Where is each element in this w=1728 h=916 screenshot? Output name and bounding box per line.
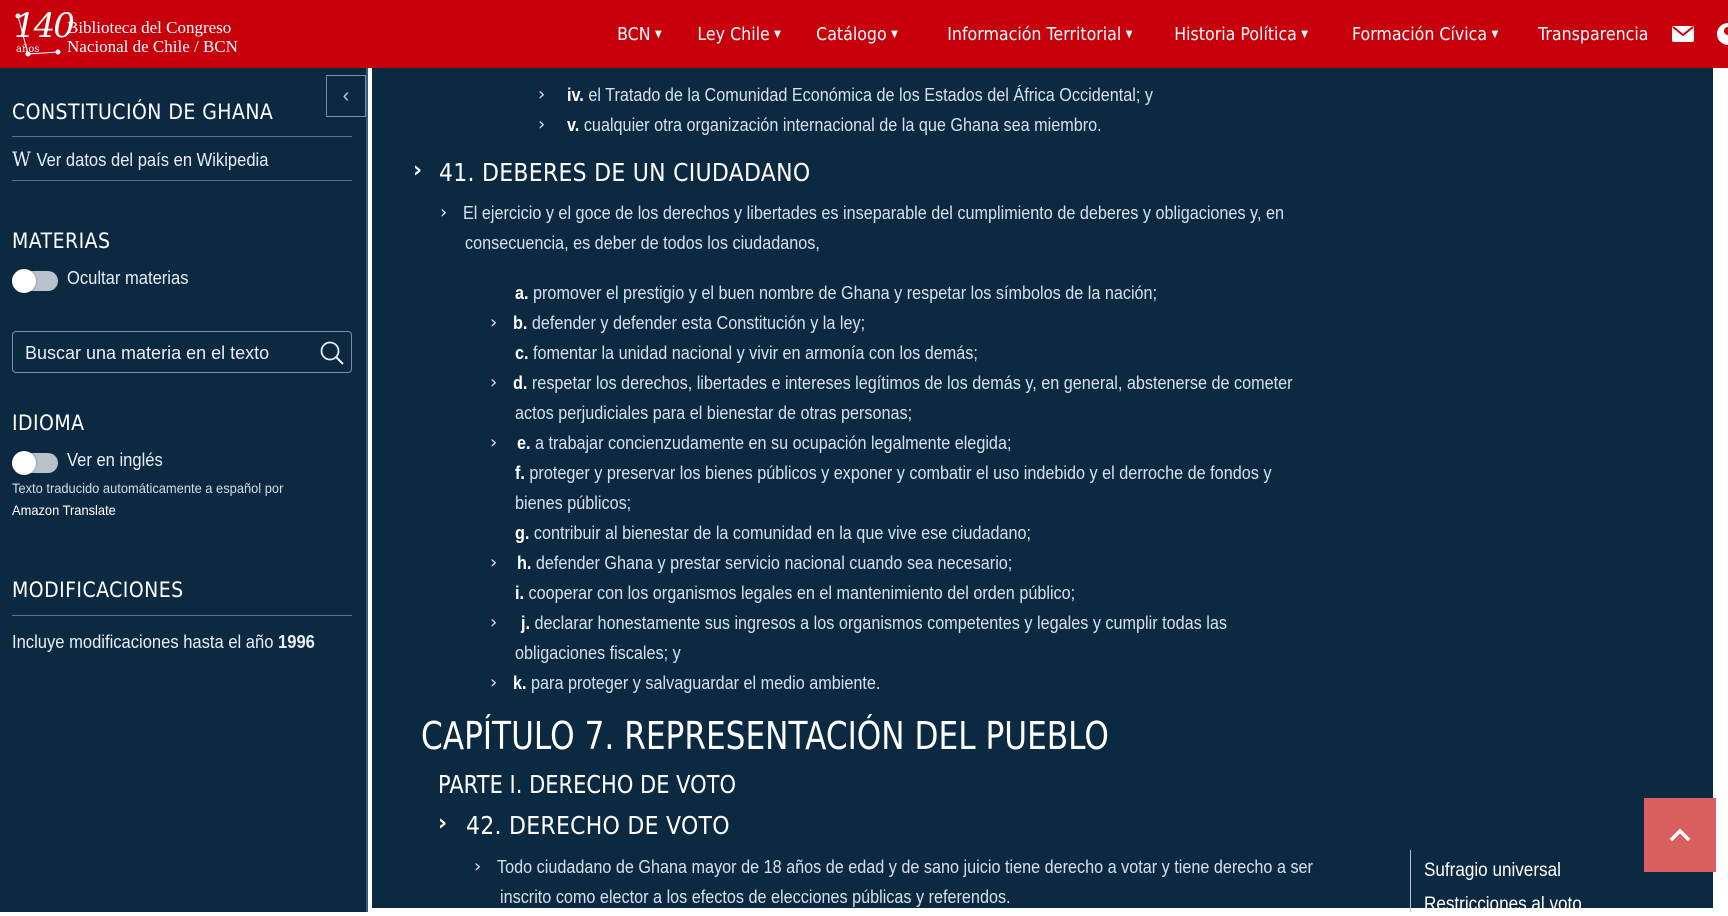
sidebar-title: CONSTITUCIÓN DE GHANA: [12, 100, 274, 124]
toggle-knob: [12, 269, 36, 293]
chevron-left-icon: ‹: [342, 84, 350, 107]
chevron-up-icon: [1668, 827, 1692, 843]
collapse-sidebar-button[interactable]: [326, 75, 366, 117]
duty-item-j-cont: obligaciones fiscales; y: [515, 643, 681, 663]
wikipedia-link-label: Ver datos del país en Wikipedia: [36, 150, 269, 170]
duty-item-h: h. defender Ghana y prestar servicio nacional cuando sea necesario;: [517, 553, 1013, 573]
list-item: iv. el Tratado de la Comunidad Económica de los Estados del África Occidental; y: [567, 85, 1153, 105]
translation-note: Texto traducido automáticamente a español por: [12, 480, 284, 496]
chevron-right-icon[interactable]: ›: [438, 811, 448, 836]
article-41-intro-cont: consecuencia, es deber de todos los ciudadanos,: [465, 233, 820, 253]
duty-item-e: e. a trabajar concienzudamente en su ocupación legalmente elegida;: [517, 433, 1012, 453]
subject-tags: [1410, 850, 1611, 915]
scrollbar[interactable]: [1713, 68, 1728, 912]
article-41-intro: El ejercicio y el goce de los derechos y libertades es inseparable del cumplimiento de deberes y obligaciones y, en: [463, 203, 1284, 223]
modificaciones-text: [12, 632, 315, 653]
modificaciones-label: Incluye modificaciones hasta el año: [12, 632, 274, 652]
top-navbar: [0, 0, 1728, 68]
chapter-title: CAPÍTULO 7. REPRESENTACIÓN DEL PUEBLO: [421, 714, 1109, 758]
idioma-heading: IDIOMA: [12, 411, 85, 435]
duty-item-g: g. contribuir al bienestar de la comunidad en la que vive ese ciudadano;: [515, 523, 1032, 543]
logo-years: años: [16, 44, 40, 55]
duty-item-d-cont: actos perjudiciales para el bienestar de otras personas;: [515, 403, 913, 423]
nav-item-transparencia[interactable]: [1538, 24, 1648, 45]
duty-item-c: c. fomentar la unidad nacional y vivir en armonía con los demás;: [515, 343, 978, 363]
divider: [12, 615, 352, 616]
logo-line-2: Nacional de Chile / BCN: [67, 37, 238, 56]
chevron-right-icon[interactable]: ›: [440, 202, 448, 223]
logo-line-1: Biblioteca del Congreso: [67, 18, 232, 37]
part-title: PARTE I. DERECHO DE VOTO: [438, 770, 737, 799]
chevron-right-icon[interactable]: ›: [490, 372, 498, 393]
wikipedia-link[interactable]: [12, 147, 268, 171]
article-42-title: 42. DERECHO DE VOTO: [466, 811, 730, 840]
list-item: v. cualquier otra organización internacional de la que Ghana sea miembro.: [567, 115, 1102, 135]
duty-item-a: a. promover el prestigio y el buen nombre de Ghana y respetar los símbolos de la nación;: [515, 283, 1158, 303]
chevron-right-icon[interactable]: ›: [490, 552, 498, 573]
back-to-top-button[interactable]: [1644, 798, 1716, 872]
caret-down-icon: ▼: [655, 28, 662, 40]
nav-label: Catálogo: [816, 23, 887, 45]
caret-down-icon: ▼: [774, 28, 781, 40]
article-42-text: Todo ciudadano de Ghana mayor de 18 años de edad y de sano juicio tiene derecho a votar y tiene derecho a ser: [497, 857, 1313, 877]
chevron-right-icon[interactable]: ›: [538, 84, 546, 105]
duty-item-b: b. defender y defender esta Constitución y la ley;: [513, 313, 866, 333]
chevron-right-icon[interactable]: ›: [538, 114, 546, 135]
nav-item-historia-politica[interactable]: [1174, 24, 1308, 45]
bcn-logo[interactable]: [8, 4, 258, 62]
nav-item-bcn[interactable]: [617, 24, 662, 45]
materia-search: [12, 331, 352, 373]
envelope-icon[interactable]: [1672, 26, 1694, 42]
translator-name: Amazon Translate: [12, 502, 116, 518]
duty-item-j: j. declarar honestamente sus ingresos a los organismos competentes y legales y cumplir todas las: [521, 613, 1227, 633]
sidebar: [0, 68, 368, 912]
chevron-right-icon[interactable]: ›: [490, 612, 498, 633]
caret-down-icon: ▼: [1301, 28, 1309, 40]
duty-item-f-cont: bienes públicos;: [515, 493, 632, 513]
english-label: Ver en inglés: [67, 450, 163, 470]
hide-materias-label: Ocultar materias: [67, 268, 189, 288]
nav-item-catalogo[interactable]: [816, 24, 898, 45]
divider: [12, 180, 352, 181]
wikipedia-icon: W: [12, 147, 31, 171]
duty-item-k: k. para proteger y salvaguardar el medio ambiente.: [513, 673, 881, 693]
nav-label: Historia Política: [1174, 23, 1298, 45]
duty-item-i: i. cooperar con los organismos legales en el mantenimiento del orden público;: [515, 583, 1076, 603]
main-nav: [611, 0, 1728, 68]
nav-item-ley-chile[interactable]: [697, 24, 781, 45]
english-toggle[interactable]: [12, 453, 58, 473]
materias-heading: MATERIAS: [12, 229, 111, 253]
chevron-right-icon[interactable]: ›: [413, 158, 423, 183]
toggle-knob: [12, 451, 36, 475]
caret-down-icon: ▼: [1491, 28, 1499, 40]
logo-number: 140: [14, 6, 73, 46]
chevron-right-icon[interactable]: ›: [490, 432, 498, 453]
article-42-text-cont: inscrito como elector a los efectos de elecciones públicas y referendos.: [500, 887, 1011, 907]
logo-text: [67, 18, 238, 56]
modificaciones-year: 1996: [278, 632, 315, 652]
search-icon[interactable]: [319, 340, 345, 366]
tag-restricciones-voto[interactable]: Restricciones al voto: [1424, 894, 1582, 915]
article-41-title: 41. DEBERES DE UN CIUDADANO: [439, 158, 811, 187]
duty-item-f: f. proteger y preservar los bienes públicos y exponer y combatir el uso indebido y el derroche de fondos y: [515, 463, 1272, 483]
nav-label: Ley Chile: [697, 23, 770, 45]
chevron-right-icon[interactable]: ›: [490, 312, 498, 333]
duty-item-d: d. respetar los derechos, libertades e intereses legítimos de los demás y, en general, abstenerse de cometer: [513, 373, 1293, 393]
divider: [12, 136, 352, 137]
materia-search-input[interactable]: [13, 332, 317, 374]
caret-down-icon: ▼: [1125, 28, 1133, 40]
nav-label: BCN: [617, 23, 651, 45]
user-icon[interactable]: [1714, 23, 1728, 45]
nav-label: Transparencia: [1537, 23, 1648, 45]
nav-label: Formación Cívica: [1352, 23, 1488, 45]
hide-materias-toggle[interactable]: [12, 271, 58, 291]
tag-sufragio-universal[interactable]: Sufragio universal: [1424, 860, 1561, 881]
chevron-right-icon[interactable]: ›: [490, 672, 498, 693]
nav-item-informacion-territorial[interactable]: [947, 24, 1132, 45]
modificaciones-heading: MODIFICACIONES: [12, 578, 184, 602]
chevron-right-icon[interactable]: ›: [474, 856, 482, 877]
caret-down-icon: ▼: [890, 28, 898, 40]
nav-label: Información Territorial: [947, 23, 1122, 45]
nav-item-formacion-civica[interactable]: [1352, 24, 1498, 45]
